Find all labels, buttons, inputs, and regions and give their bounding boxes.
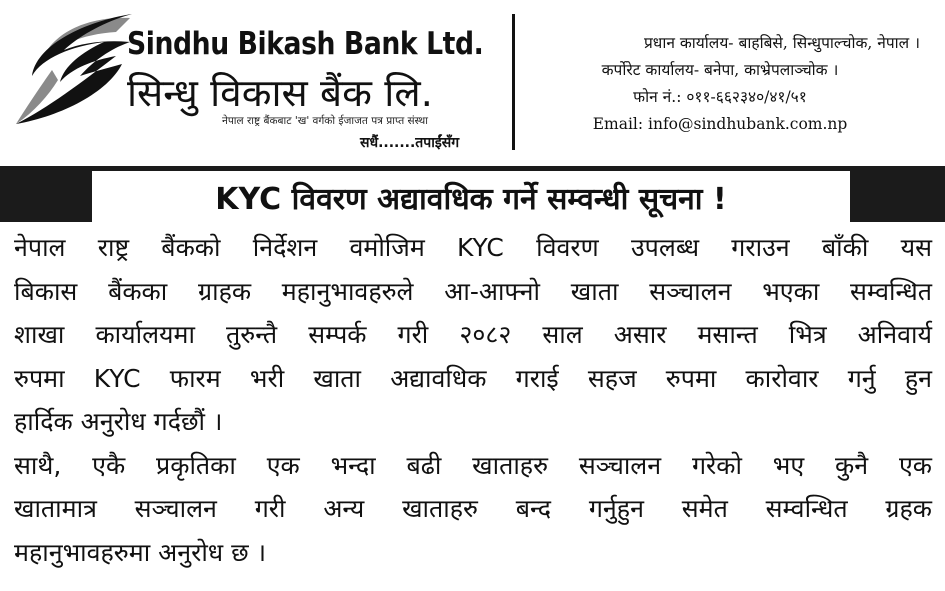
tagline: सधैं.......तपाईंसँग xyxy=(360,135,460,151)
paragraph-1 xyxy=(14,226,934,444)
notice-title-box xyxy=(92,171,850,223)
body-line: साथै, एकै प्रकृतिका एक भन्दा बढी खाताहरु सञ्चालन गरेको भए कुनै एक xyxy=(14,450,932,480)
body-line: नेपाल राष्ट्र बैंकको निर्देशन वमोजिम KYC विवरण उपलब्ध गराउन बाँकी यस xyxy=(14,233,932,262)
notice-title: KYC विवरण अद्यावधिक गर्ने सम्वन्धी सूचना ! xyxy=(215,181,727,217)
body-line: खातामात्र सञ्चालन गरी अन्य खाताहरु बन्द गर्नुहुन समेत सम्वन्धित ग्रहक xyxy=(14,494,932,523)
bank-logo-icon xyxy=(12,12,134,130)
letterhead xyxy=(0,0,945,166)
head-office: प्रधान कार्यालय- बाहबिसे, सिन्धुपाल्चोक, नेपाल । xyxy=(643,34,920,52)
paragraph-2 xyxy=(14,444,934,575)
notice-body xyxy=(14,226,934,574)
email-address: Email: info@sindhubank.com.np xyxy=(592,115,848,133)
bank-name-english: Sindhu Bikash Bank Ltd. xyxy=(127,26,484,62)
body-line: हार्दिक अनुरोध गर्दछौं । xyxy=(14,407,223,436)
corporate-office: कर्पोरेट कार्यालय- बनेपा, काभ्रेपलाञ्चोक । xyxy=(601,61,839,79)
body-line: बिकास बैंकका ग्राहक महानुभावहरुले आ-आफ्नो खाता सञ्चालन भएका सम्वन्धित xyxy=(14,276,932,306)
body-line: रुपमा KYC फारम भरी खाता अद्यावधिक गराई सहज रुपमा कारोवार गर्नु हुन xyxy=(14,363,932,393)
bank-name-nepali: सिन्धु विकास बैंक लि. xyxy=(127,71,433,115)
contact-block xyxy=(520,30,920,138)
phone-number: फोन नं.: ०११-६६२३४०/४१/५१ xyxy=(633,88,807,106)
body-line: शाखा कार्यालयमा तुरुन्तै सम्पर्क गरी २०८२ साल असार मसान्त भित्र अनिवार्य xyxy=(14,320,932,349)
license-text: नेपाल राष्ट्र बैंकबाट 'ख' वर्गको ईजाजत पत्र प्राप्त संस्था xyxy=(222,115,428,127)
body-line: महानुभावहरुमा अनुरोध छ । xyxy=(14,537,267,567)
header-divider xyxy=(512,14,515,150)
